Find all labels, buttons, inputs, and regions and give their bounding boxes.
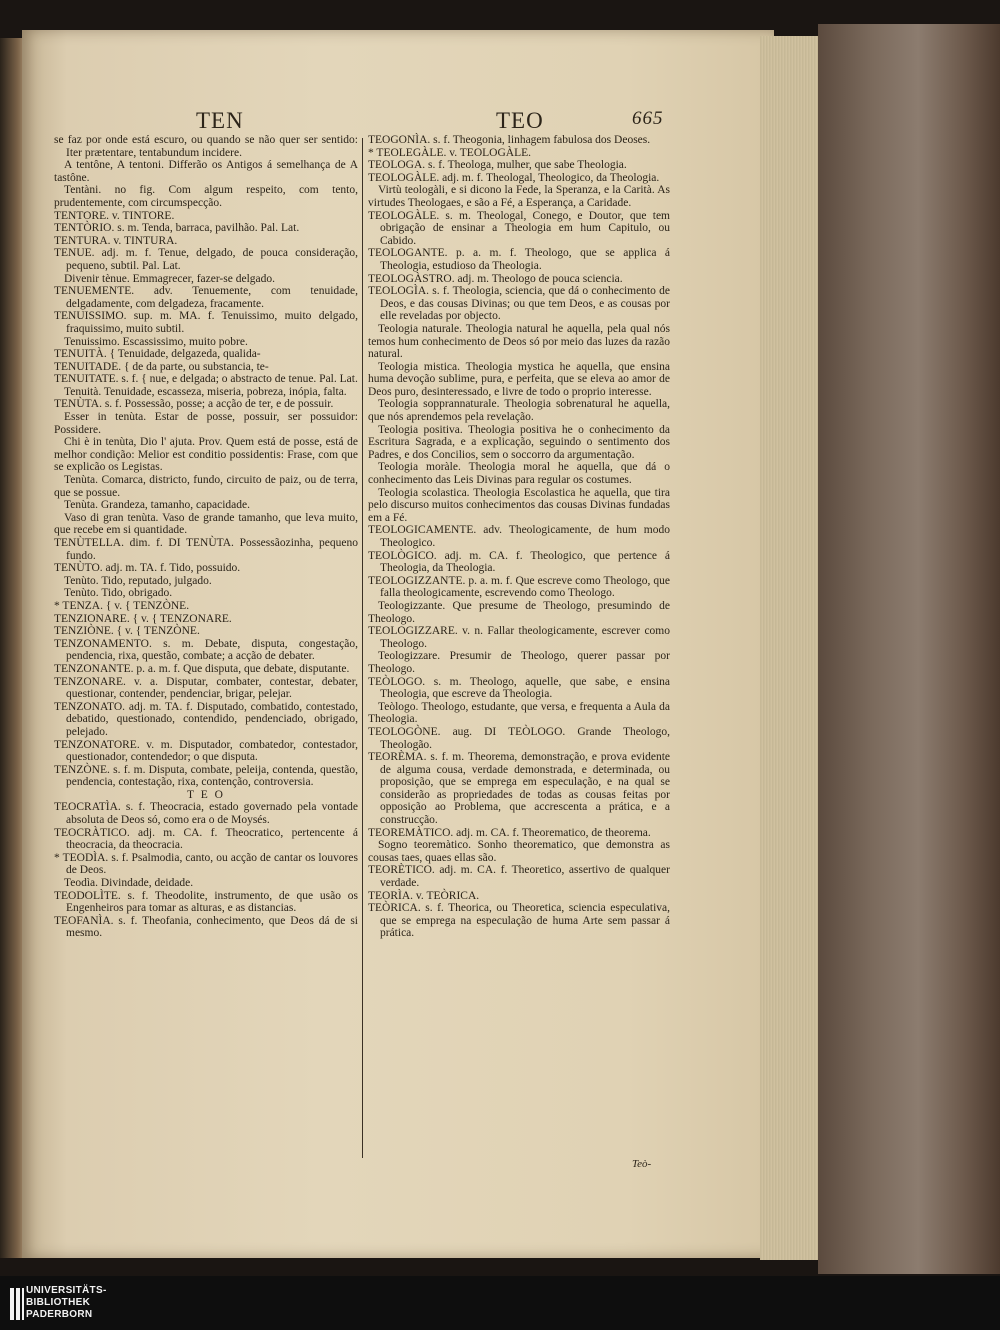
- dictionary-entry: TENZIÒNE. { v. { TENZÒNE.: [54, 625, 200, 638]
- dictionary-subentry: Teodìa. Divindade, deidade.: [64, 877, 194, 890]
- dictionary-subentry: Vaso di gran tenùta. Vaso de grande tamanho, que leva muito, que recebe em si quantidade.: [54, 511, 358, 537]
- dictionary-subentry: Teologia sopprannaturale. Theologia sobrenatural he aquella, que nós aprendemos pela revelação.: [368, 398, 670, 424]
- dictionary-subentry: Tenuissimo. Escassissimo, muito pobre.: [64, 335, 248, 348]
- dictionary-entry: TENTURA. v. TINTURA.: [54, 234, 178, 247]
- dictionary-entry: TENTÒRIO. s. m. Tenda, barraca, pavilhão. Pal. Lat.: [54, 222, 300, 235]
- dictionary-subentry: Virtù teologàli, e si dicono la Fede, la Speranza, e la Carità. As virtudes Theologaes, e são a Fé, a Esperança, a Caridade.: [368, 184, 670, 209]
- dictionary-subentry: Tenuità. Tenuidade, escasseza, miseria, pobreza, inópia, falta.: [64, 385, 347, 398]
- dictionary-entry: * TEOLEGÀLE. v. TEOLOGÀLE.: [368, 146, 531, 159]
- library-logo-text: [26, 1285, 107, 1321]
- dictionary-entry: TEOLOGÌA. s. f. Theologia, sciencia, que dá o conhecimento de Deos, e das cousas Divinas; ou que tem Deos, e as cousas por elle reveladas por objecto.: [368, 285, 670, 323]
- dictionary-entry: TEOLOGÀLE. s. m. Theologal, Conego, e Doutor, que tem obrigação de ensinar a Theologia em hum Capitulo, ou Cabido.: [368, 209, 670, 247]
- dictionary-entry: TEÒRICA. s. f. Theorica, ou Theoretica, sciencia especulativa, que se emprega na especulação de huma Arte sem passar á prática.: [368, 902, 670, 940]
- dictionary-subentry: Teologizzare. Presumir de Theologo, querer passar por Theologo.: [368, 650, 670, 675]
- dictionary-entry: TEOLOGÀLE. adj. m. f. Theologal, Theologico, da Theologia.: [368, 171, 660, 184]
- dictionary-entry: TENZONANTE. p. a. m. f. Que disputa, que debate, disputante.: [54, 662, 350, 675]
- dictionary-entry: TEOLOGIZZARE. v. n. Fallar theologicamente, escrever como Theologo.: [368, 625, 670, 650]
- logo-line-2: BIBLIOTHEK: [26, 1297, 91, 1308]
- catchword: Teò-: [632, 1158, 652, 1170]
- dictionary-entry: TENUEMENTE. adv. Tenuemente, com tenuidade, delgadamente, com delgadeza, fracamente.: [54, 285, 358, 310]
- dictionary-entry: se faz por onde está escuro, ou quando se não quer ser sentido: Iter prætentare, tentabundum incidere.: [54, 134, 358, 159]
- page-number: 665: [632, 108, 664, 129]
- dictionary-entry: TEOLOGA. s. f. Theologa, mulher, que sabe Theologia.: [368, 159, 627, 172]
- dictionary-subentry: Divenir tènue. Emmagrecer, fazer-se delgado.: [64, 272, 275, 285]
- dictionary-entry: TENTORE. v. TINTORE.: [54, 209, 175, 222]
- dictionary-subentry: Tenùto. Tido, obrigado.: [64, 587, 173, 600]
- dictionary-entry: TEORÈTICO. adj. m. CA. f. Theoretico, assertivo de qualquer verdade.: [368, 864, 670, 890]
- running-head-center: TEO: [496, 108, 544, 133]
- dictionary-entry: * TEODÌA. s. f. Psalmodia, canto, ou acção de cantar os louvores de Deos.: [54, 851, 358, 877]
- dictionary-subentry: Teòlogo. Theologo, estudante, que versa, e frequenta a Aula da Theologia.: [368, 700, 670, 726]
- dictionary-entry: TEORÌA. v. TEÒRICA.: [368, 889, 480, 902]
- dictionary-entry: TENÙTELLA. dim. f. DI TENÙTA. Possessãozinha, pequeno fundo.: [54, 537, 358, 562]
- dictionary-entry: TENZONATORE. v. m. Disputador, combatedor, contestador, questionador, contendedor; o que disputa.: [54, 738, 358, 764]
- dictionary-subentry: Tentàni. no fig. Com algum respeito, com tento, prudentemente, com circumspecção.: [54, 184, 358, 209]
- page-edges: [760, 36, 824, 1260]
- dictionary-entry: TEOLOGIZZANTE. p. a. m. f. Que escreve como Theologo, que falla theologicamente, escrevendo como Theologo.: [368, 574, 670, 600]
- dictionary-entry: TENUISSIMO. sup. m. MA. f. Tenuissimo, muito delgado, fraquissimo, muito subtil.: [54, 310, 358, 335]
- dictionary-entry: TENUITADE. { de da parte, ou substancia, te-: [54, 360, 269, 373]
- dictionary-subentry: Esser in tenùta. Estar de posse, possuir, ser possuidor: Possidere.: [54, 411, 358, 436]
- dictionary-entry: TEOLOGÀSTRO. adj. m. Theologo de pouca sciencia.: [368, 272, 623, 285]
- dictionary-entry: TENUITÀ. { Tenuidade, delgazeda, qualida-: [54, 348, 261, 361]
- dictionary-entry: TENUITATE. s. f. { nue, e delgada; o abstracto de tenue. Pal. Lat.: [54, 373, 358, 386]
- logo-line-3: PADERBORN: [26, 1309, 93, 1320]
- dictionary-entry: TEOFANÌA. s. f. Theofania, conhecimento, que Deos dá de si mesmo.: [54, 914, 358, 940]
- dictionary-subentry: A tentône, A tentoni. Differão os Antigos á semelhança de A tastône.: [54, 159, 358, 184]
- dictionary-entry: * TENZA. { v. { TENZÒNE.: [54, 599, 190, 612]
- dictionary-entry: TEOREMÀTICO. adj. m. CA. f. Theorematico, de theorema.: [368, 826, 651, 839]
- book-cover: [818, 24, 1000, 1274]
- dictionary-entry: TEORÈMA. s. f. m. Theorema, demonstração, e prova evidente de alguma cousa, verdade demonstrada, e determinada, ou proposição, que se emprega em especulação, e na qual se considerão as propriedades de todas as cousas feitas por opposição ao Problema, que accrescenta a prática, e a construcção.: [368, 751, 670, 827]
- dictionary-entry: TENZIONARE. { v. { TENZONARE.: [54, 612, 232, 625]
- dictionary-subentry: Tenùta. Comarca, districto, fundo, circuito de paiz, ou de terra, que se possue.: [54, 474, 358, 499]
- dictionary-subentry: Teologia positiva. Theologia positiva he o conhecimento da Escritura Sagrada, e a explicação, seguindo o sentimento dos Padres, e dos Concilios, sem o soccorro da argumentação.: [368, 423, 670, 461]
- dictionary-entry: TEOLOGICAMENTE. adv. Theologicamente, de hum modo Theologico.: [368, 524, 670, 549]
- dictionary-entry: TENZONARE. v. a. Disputar, combater, contestar, debater, questionar, contender, pendenciar, brigar, pelejar.: [54, 675, 358, 701]
- dictionary-entry: TEOLÒGICO. adj. m. CA. f. Theologico, que pertence á Theologia, da Theologia.: [368, 549, 670, 575]
- dictionary-entry: TEOCRATÌA. s. f. Theocracia, estado governado pela vontade absoluta de Deos só, como era o de Moysés.: [54, 801, 358, 827]
- left-column: [54, 134, 358, 940]
- dictionary-entry: TENUE. adj. m. f. Tenue, delgado, de pouca consideração, pequeno, subtil. Pal. Lat.: [54, 247, 358, 272]
- dictionary-entry: TEÒLOGO. s. m. Theologo, aquelle, que sabe, e ensina Theologia, que escreve da Theologia.: [368, 675, 670, 701]
- dictionary-subentry: Teologia scolastica. Theologia Escolastica he aquella, que tira pelo discurso muitos conhecimentos das cousas Divinas fundadas em a Fé.: [368, 486, 670, 524]
- dictionary-entry: TENÙTO. adj. m. TA. f. Tido, possuido.: [54, 562, 241, 575]
- dictionary-subentry: Chi è in tenùta, Dio l' ajuta. Prov. Quem está de posse, está de melhor condição: Melior est conditio possidentis: Frase, com que se explicão os Legistas.: [54, 436, 358, 474]
- dictionary-entry: TEODOLÌTE. s. f. Theodolite, instrumento, de que usão os Engenheiros para tomar as alturas, e as distancias.: [54, 889, 358, 915]
- right-column: [368, 134, 670, 940]
- dictionary-entry: TENZONATO. adj. m. TA. f. Disputado, combatido, contestado, debatido, questionado, contendido, pendenciado, obrigado, pelejado.: [54, 700, 358, 738]
- column-rule: [362, 138, 363, 1158]
- dictionary-entry: TEOGONÌA. s. f. Theogonia, linhagem fabulosa dos Deoses.: [368, 134, 651, 146]
- section-heading: T E O: [187, 788, 225, 801]
- dictionary-entry: TEOLOGANTE. p. a. m. f. Theologo, que se applica á Theologia, estudioso da Theologia.: [368, 247, 670, 272]
- dictionary-subentry: Sogno teoremàtico. Sonho theorematico, que demonstra as cousas taes, quaes ellas são.: [368, 839, 670, 864]
- dictionary-subentry: Teologia moràle. Theologia moral he aquella, que dá o conhecimento das Leis Divinas para regular os costumes.: [368, 461, 670, 487]
- dictionary-subentry: Tenùto. Tido, reputado, julgado.: [64, 574, 212, 587]
- dictionary-entry: TENZÒNE. s. f. m. Disputa, combate, peleija, contenda, questão, pendencia, contestação, rixa, contenção, controversia.: [54, 763, 358, 789]
- logo-line-1: UNIVERSITÄTS-: [26, 1285, 107, 1296]
- dictionary-entry: TENZONAMENTO. s. m. Debate, disputa, congestação, pendencia, rixa, questão, combate; a acção de debater.: [54, 637, 358, 663]
- running-head-left: TEN: [196, 108, 244, 133]
- dictionary-subentry: Tenùta. Grandeza, tamanho, capacidade.: [64, 499, 250, 512]
- dictionary-subentry: Teologia naturale. Theologia natural he aquella, pela qual nós temos hum conhecimento de Deos só por meio das luzes da razão natural.: [368, 322, 670, 361]
- dictionary-subentry: Teologizzante. Que presume de Theologo, presumindo de Theologo.: [368, 599, 670, 625]
- dictionary-entry: TENÙTA. s. f. Possessão, posse; a acção de ter, e de possuir.: [54, 398, 334, 411]
- dictionary-subentry: Teologia mistica. Theologia mystica he aquella, que ensina huma devoção sublime, pura, e perfeita, que se eleva ao amor de Deos puro, desinteressado, e livre de todo o proprio interesse.: [368, 360, 670, 398]
- dictionary-entry: TEOCRÀTICO. adj. m. CA. f. Theocratico, pertencente á theocracia, da theocracia.: [54, 826, 358, 852]
- dictionary-entry: TEOLOGÒNE. aug. DI TEÒLOGO. Grande Theologo, Theologão.: [368, 725, 670, 751]
